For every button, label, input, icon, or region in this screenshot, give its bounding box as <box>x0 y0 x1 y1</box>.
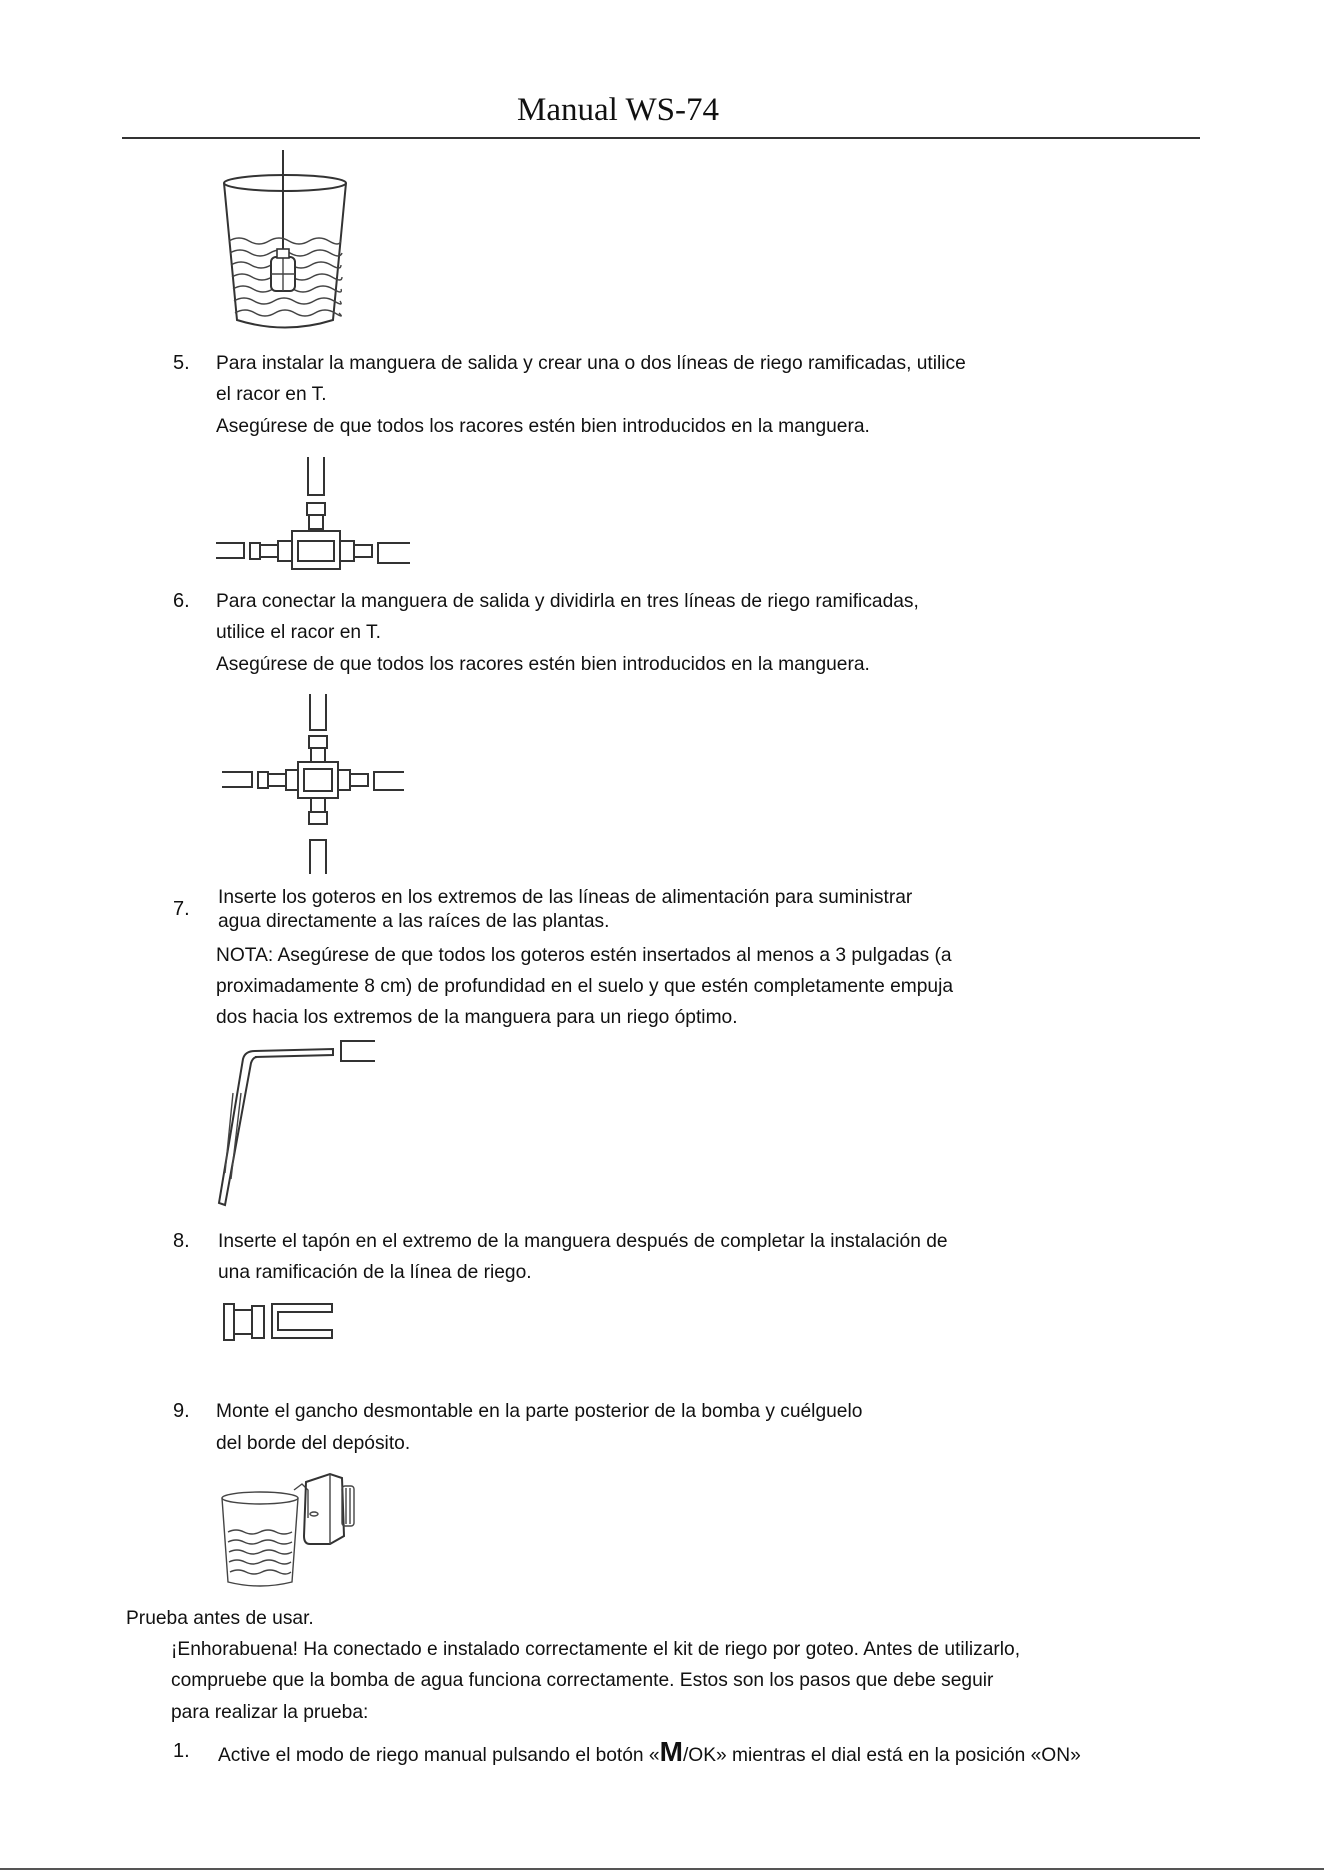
step-5-line-2: el racor en T. <box>216 384 327 405</box>
page-bottom-border <box>0 1868 1324 1870</box>
test-section-heading: Prueba antes de usar. <box>126 1608 314 1629</box>
step-5-line-3: Asegúrese de que todos los racores estén bien introducidos en la manguera. <box>216 416 870 437</box>
step-5-number: 5. <box>173 352 190 374</box>
dripper-stake-illustration <box>215 1033 385 1213</box>
step-6-line-1: Para conectar la manguera de salida y dividirla en tres líneas de riego ramificadas, <box>216 591 919 612</box>
test-step-1-number: 1. <box>173 1740 190 1762</box>
step-7-number: 7. <box>173 898 190 920</box>
water-tank-illustration <box>215 145 355 330</box>
cross-connector-illustration <box>214 692 409 877</box>
test-step-1-text-before: Active el modo de riego manual pulsando el botón « <box>218 1745 660 1766</box>
step-9-number: 9. <box>173 1400 190 1422</box>
test-step-1-text-after: /OK» mientras el dial está en la posición «ON» <box>682 1745 1081 1766</box>
page-title: Manual WS-74 <box>517 92 719 128</box>
step-7-note-line-1: NOTA: Asegúrese de que todos los goteros estén insertados al menos a 3 pulgadas (a <box>216 945 952 966</box>
step-6-line-3: Asegúrese de que todos los racores estén bien introducidos en la manguera. <box>216 654 870 675</box>
step-6-number: 6. <box>173 590 190 612</box>
header-divider <box>122 137 1200 139</box>
test-step-1-line <box>218 1736 1081 1771</box>
step-7-note-line-2: proximadamente 8 cm) de profundidad en el suelo y que estén completamente empuja <box>216 976 954 997</box>
step-8-line-1: Inserte el tapón en el extremo de la manguera después de completar la instalación de <box>218 1231 948 1252</box>
manual-mode-button-icon: M <box>659 1736 683 1767</box>
t-connector-illustration <box>214 455 414 570</box>
test-intro-line-1: ¡Enhorabuena! Ha conectado e instalado correctamente el kit de riego por goteo. Antes de utilizarlo, <box>171 1639 1021 1660</box>
step-7-line-2: agua directamente a las raíces de las plantas. <box>218 911 610 932</box>
step-5-line-1: Para instalar la manguera de salida y crear una o dos líneas de riego ramificadas, utilice <box>216 353 966 374</box>
step-9-line-2: del borde del depósito. <box>216 1433 411 1454</box>
step-7-line-1: Inserte los goteros en los extremos de las líneas de alimentación para suministrar <box>218 887 913 908</box>
end-cap-illustration <box>218 1296 343 1348</box>
step-7-note-line-3: dos hacia los extremos de la manguera para un riego óptimo. <box>216 1007 738 1028</box>
step-8-number: 8. <box>173 1230 190 1252</box>
step-8-line-2: una ramificación de la línea de riego. <box>218 1262 532 1283</box>
test-intro-line-2: compruebe que la bomba de agua funciona correctamente. Estos son los pasos que debe seguir <box>171 1670 994 1691</box>
step-9-line-1: Monte el gancho desmontable en la parte posterior de la bomba y cuélguelo <box>216 1401 863 1422</box>
test-intro-line-3: para realizar la prueba: <box>171 1702 369 1723</box>
step-6-line-2: utilice el racor en T. <box>216 622 381 643</box>
pump-on-tank-illustration <box>218 1470 363 1590</box>
